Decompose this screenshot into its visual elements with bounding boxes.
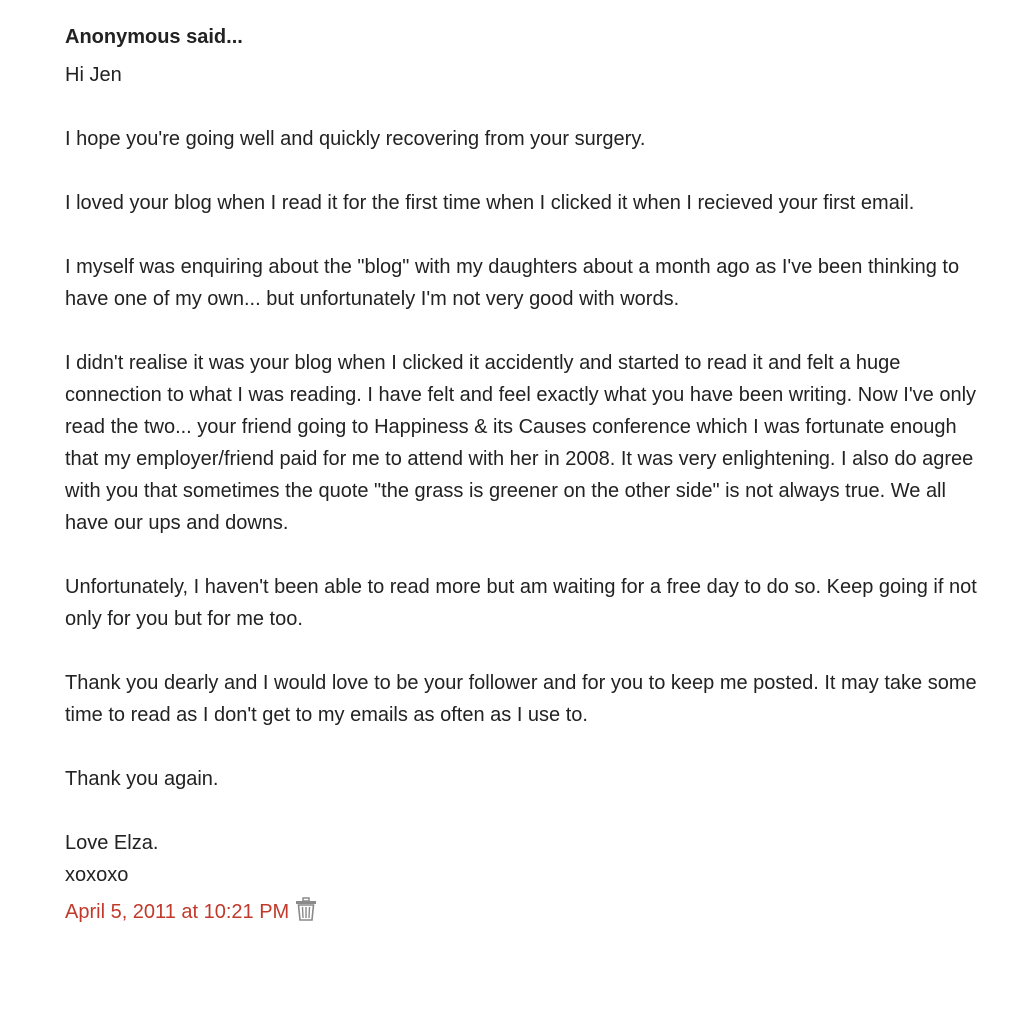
comment-said-label: said... xyxy=(180,26,243,48)
comment-paragraph: I hope you're going well and quickly recovering from your surgery. xyxy=(65,128,646,150)
comment-author-line xyxy=(65,22,990,52)
comment-signoff-hugs: xoxoxo xyxy=(65,864,129,886)
comment-paragraph: Thank you dearly and I would love to be your follower and for you to keep me posted. It may take some time to read as I don't get to my emails as often as I use to. xyxy=(65,672,977,726)
comment-paragraph: Unfortunately, I haven't been able to read more but am waiting for a free day to do so. Keep going if not only for you but for me too. xyxy=(65,576,977,630)
comment-footer xyxy=(65,897,990,927)
comment-paragraph: Thank you again. xyxy=(65,768,219,790)
comment-author: Anonymous xyxy=(65,26,181,48)
comment-paragraph: Hi Jen xyxy=(65,64,122,86)
trash-icon[interactable] xyxy=(295,897,317,921)
comment-signoff: Love Elza. xyxy=(65,832,159,854)
comment-paragraph: I loved your blog when I read it for the first time when I clicked it when I recieved your first email. xyxy=(65,192,915,214)
blog-comment xyxy=(65,22,990,927)
comment-paragraph: I didn't realise it was your blog when I clicked it accidently and started to read it and felt a huge connection to what I was reading. I have felt and feel exactly what you have been writing. Now I've only read the two... your friend going to Happiness & its Causes conference which I was fortunate enough that my employer/friend paid for me to attend with her in 2008. It was very enlightening. I also do agree with you that sometimes the quote "the grass is greener on the other side" is not always true. We all have our ups and downs. xyxy=(65,352,977,534)
comment-timestamp-link[interactable]: April 5, 2011 at 10:21 PM xyxy=(65,901,290,923)
comment-body xyxy=(65,59,990,891)
comment-paragraph: I myself was enquiring about the "blog" with my daughters about a month ago as I've been thinking to have one of my own... but unfortunately I'm not very good with words. xyxy=(65,256,960,310)
